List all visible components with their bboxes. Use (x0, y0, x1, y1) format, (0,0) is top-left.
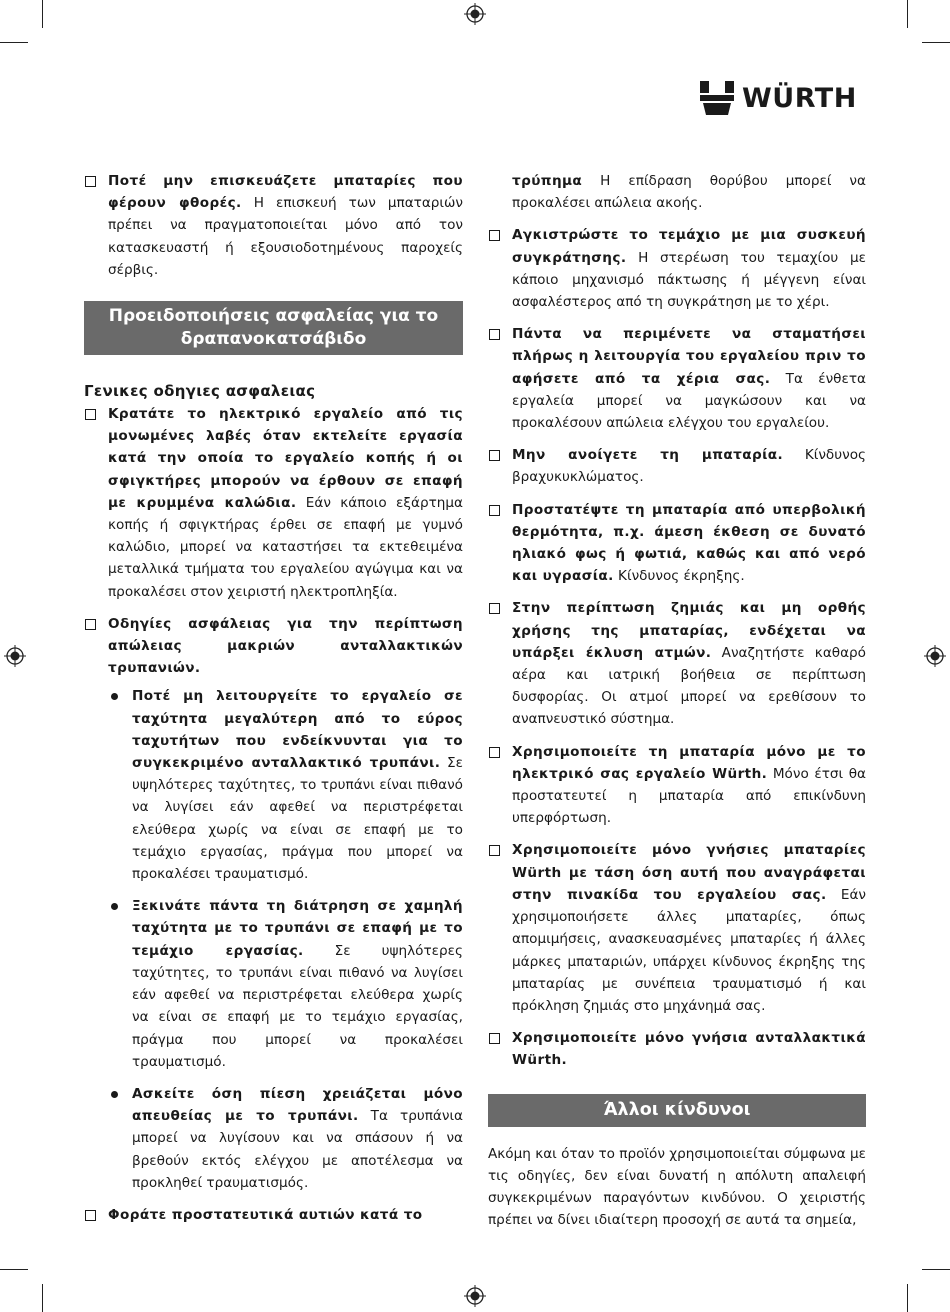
checkbox-square-icon (489, 450, 500, 461)
checkbox-square-icon (489, 747, 500, 758)
list-item (488, 224, 866, 313)
item-bold-text: Ποτέ μη λειτουργείτε το εργαλείο σε ταχύτητα μεγαλύτερη από το εύρος ταχυτήτων που ενδείκνυνται για το συγκεκριμένο ανταλλακτικό τρυπάνι. (132, 688, 463, 772)
crop-mark (42, 1284, 43, 1312)
item-text: Τα τρυπάνια μπορεί να λυγίσουν και να σπάσουν ή να βρεθούν εκτός ελέγχου με αποτέλεσμα να προκληθεί τραυματισμός. (132, 1108, 464, 1191)
crop-mark (42, 0, 43, 28)
item-bold-text: Ξεκινάτε πάντα τη διάτρηση σε χαμηλή ταχύτητα με το τρυπάνι σε επαφή με το τεμάχιο εργασίας. (132, 898, 463, 959)
bullet-icon (111, 903, 118, 910)
item-bold-text: Χρησιμοποιείτε μόνο γνήσιες μπαταρίες Würth με τάση όση αυτή που αναγράφεται στην πινακίδα του εργαλείου σας. (512, 842, 866, 903)
bullet-icon (111, 693, 118, 700)
item-bold-text: Στην περίπτωση ζημιάς και μη ορθής χρήσης της μπαταρίας, ενδέχεται να υπάρξει έκλυση ατμών. (512, 600, 866, 661)
item-text: Σε υψηλότερες ταχύτητες, το τρυπάνι είναι πιθανό να λυγίσει εάν αφεθεί να περιστρέφεται ελεύθερα χωρίς να είναι σε επαφή με το τεμάχιο εργασίας, πράγμα που μπορεί να προκαλέσει τραυματισμό. (132, 942, 463, 1070)
list-item (84, 403, 463, 603)
item-bold-text: Χρησιμοποιείτε μόνο γνήσια ανταλλακτικά Würth. (512, 1030, 866, 1069)
bullet-icon (111, 1091, 118, 1098)
item-bold-text: Προστατέψτε τη μπαταρία από υπερβολική θερμότητα, π.χ. άμεση έκθεση σε δυνατό ηλιακό φως ή φωτιά, καθώς και από νερό και υγρασία. (512, 501, 866, 585)
item-text: Η επισκευή των μπαταριών πρέπει να πραγματοποιείται μόνο από τον κατασκευαστή ή εξουσιοδοτημένους παροχείς σέρβις. (108, 195, 463, 278)
item-text: Η επίδραση θορύβου μπορεί να προκαλέσει απώλεια ακοής. (512, 173, 866, 212)
item-bold-text: Χρησιμοποιείτε τη μπαταρία μόνο με το ηλεκτρικό σας εργαλείο Würth. (512, 743, 866, 782)
item-text: Κίνδυνος βραχυκυκλώματος. (512, 447, 866, 486)
registration-mark-icon (924, 645, 946, 667)
item-bold-text: τρύπημα (512, 173, 583, 189)
list-item (488, 323, 866, 434)
checkbox-square-icon (489, 603, 500, 614)
checkbox-square-icon (489, 329, 500, 340)
item-text: Εάν χρησιμοποιήσετε άλλες μπαταρίες, όπως απομιμήσεις, ανασκευασμένες μπαταρίες ή άλλες μάρκες μπαταριών, υπάρχει κίνδυνος έκρηξης της μπαταρίας με συνέπεια τραυματισμό ή και πρόκληση ζημιάς στο μηχάνημά σας. (512, 886, 866, 1014)
crop-mark (922, 42, 950, 43)
list-item (488, 1027, 866, 1071)
list-item (84, 170, 463, 281)
registration-mark-icon (464, 1285, 486, 1307)
list-item (84, 613, 463, 680)
checkbox-square-icon (85, 409, 96, 420)
list-item (488, 597, 866, 730)
brand-logo (700, 80, 857, 116)
item-bold-text: Φοράτε προστατευτικά αυτιών κατά το (108, 1206, 423, 1223)
brand-name: WÜRTH (742, 82, 857, 114)
crop-mark (922, 1269, 950, 1270)
crop-mark (0, 1269, 28, 1270)
item-text: Σε υψηλότερες ταχύτητες, το τρυπάνι είναι πιθανό να λυγίσει εάν αφεθεί να περιστρέφεται ελεύθερα χωρίς να είναι σε επαφή με το τεμάχιο εργασίας, πράγμα που μπορεί να προκαλέσει τραυματισμό. (132, 755, 463, 883)
list-item (488, 444, 866, 488)
closing-paragraph: Ακόμη και όταν το προϊόν χρησιμοποιείται σύμφωνα με τις οδηγίες, δεν είναι δυνατή η απόλυτη απαλειφή συγκεκριμένων παραγόντων κινδύνου. Ο χειριστής πρέπει να δίνει ιδιαίτερη προσοχή σε αυτά τα σημεία, (488, 1145, 867, 1229)
crop-mark (0, 42, 28, 43)
item-text: Μόνο έτσι θα προστατευτεί η μπαταρία από επικίνδυνη υπερφόρτωση. (512, 765, 866, 827)
item-bold-text: Πάντα να περιμένετε να σταματήσει πλήρως η λειτουργία του εργαλείου πριν το αφήσετε από τα χέρια σας. (512, 326, 866, 387)
item-text: Η στερέωση του τεμαχίου με κάποιο μηχανισμό πάκτωσης ή μέγγενη είναι ασφαλέστερος από τη συγκράτηση με το χέρι. (512, 249, 866, 311)
registration-mark-icon (4, 645, 26, 667)
item-bold-text: Μην ανοίγετε τη μπαταρία. (512, 447, 784, 464)
item-bold-text: Οδηγίες ασφάλειας για την περίπτωση απώλειας μακριών ανταλλακτικών τρυπανιών. (108, 615, 463, 677)
section-title: Προειδοποιήσεις ασφαλείας για το δραπανοκατσάβιδο (84, 301, 463, 355)
item-text: Τα ένθετα εργαλεία μπορεί να μαγκώσουν και να προκαλέσουν απώλεια ελέγχου του εργαλείου. (512, 370, 866, 432)
item-text: Αναζητήστε καθαρό αέρα και ιατρική βοήθεια σε περίπτωση δυσφορίας. Οι ατμοί μπορεί να ερεθίσουν το αναπνευστικό σύστημα. (512, 644, 866, 728)
item-bold-text: Κρατάτε το ηλεκτρικό εργαλείο από τις μονωμένες λαβές όταν εκτελείτε εργασία κατά την οποία το εργαλείο κοπής ή οι σφιγκτήρες μπορούν να έρθουν σε επαφή με κρυμμένα καλώδια. (108, 406, 463, 511)
list-item (488, 839, 866, 1017)
checkbox-square-icon (85, 1210, 96, 1221)
list-item (84, 1204, 463, 1226)
list-item (488, 499, 866, 588)
checkbox-square-icon (85, 176, 96, 187)
sub-list-item (108, 685, 463, 885)
list-item (488, 741, 866, 830)
general-heading: Γενικες οδηγιες ασφαλειας (84, 382, 316, 401)
checkbox-square-icon (489, 1033, 500, 1044)
checkbox-square-icon (489, 505, 500, 516)
checkbox-square-icon (489, 230, 500, 241)
right-column (488, 170, 866, 1231)
sub-list-item (108, 1083, 463, 1194)
left-column (84, 170, 463, 1236)
crop-mark (907, 1284, 908, 1312)
crop-mark (907, 0, 908, 28)
registration-mark-icon (464, 3, 486, 25)
section-title: Άλλοι κίνδυνοι (488, 1094, 866, 1127)
item-bold-text: Ποτέ μην επισκευάζετε μπαταρίες που φέρουν φθορές. (108, 173, 463, 212)
item-text: Κίνδυνος έκρηξης. (613, 568, 745, 585)
list-item-continuation (488, 170, 866, 214)
checkbox-square-icon (489, 845, 500, 856)
item-text: Εάν κάποιο εξάρτημα κοπής ή σφιγκτήρας έρθει σε επαφή με γυμνό καλώδιο, μπορεί να καταστήσει τα εκτεθειμένα μεταλλικά τμήματα του εργαλείου αγώγιμα και να προκαλέσει στον χειριστή ηλεκτροπληξία. (108, 494, 463, 600)
sub-list-item (108, 895, 463, 1073)
wurth-emblem-icon (700, 81, 734, 115)
item-bold-text: Αγκιστρώστε το τεμάχιο με μια συσκευή συγκράτησης. (512, 227, 866, 266)
item-bold-text: Ασκείτε όση πίεση χρειάζεται μόνο απευθείας με το τρυπάνι. (132, 1085, 463, 1125)
checkbox-square-icon (85, 619, 96, 630)
